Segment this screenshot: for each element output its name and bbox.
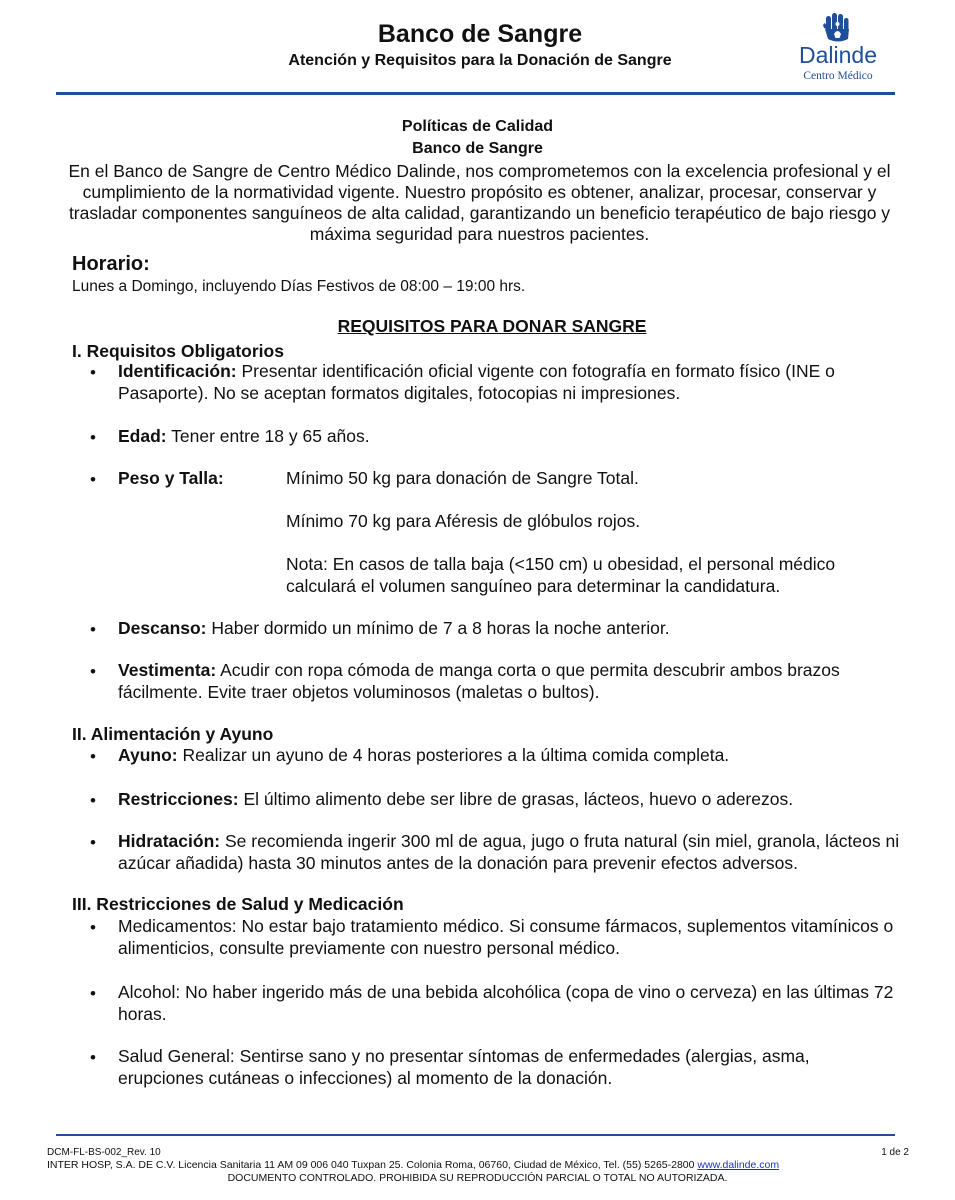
requirements-title: REQUISITOS PARA DONAR SANGRE	[337, 316, 647, 336]
document-subtitle: Atención y Requisitos para la Donación de Sangre	[288, 52, 672, 69]
logo-tagline: Centro Médico	[803, 70, 873, 82]
company-info	[47, 1159, 779, 1171]
section-heading-health: III. Restricciones de Salud y Medicación	[72, 894, 404, 914]
document-title: Banco de Sangre	[377, 20, 583, 48]
weight-requirement-whole-blood: Mínimo 50 kg para donación de Sangre Total.	[286, 468, 639, 488]
weight-note: Nota: En casos de talla baja (<150 cm) u obesidad, el personal médico calculará el volumen sanguíneo para determinar la candidatura.	[286, 554, 836, 596]
bullet: •	[90, 791, 96, 810]
item-label: Identificación:	[118, 361, 237, 381]
weight-requirement-apheresis: Mínimo 70 kg para Aféresis de glóbulos rojos.	[286, 511, 641, 531]
controlled-document-notice: DOCUMENTO CONTROLADO. PROHIBIDA SU REPRODUCCIÓN PARCIAL O TOTAL NO AUTORIZADA.	[227, 1172, 728, 1184]
bullet: •	[90, 428, 96, 447]
document-code: DCM-FL-BS-002_Rev. 10	[47, 1147, 161, 1158]
list-item-alcohol: Alcohol: No haber ingerido más de una bebida alcohólica (copa de vino o cerveza) en las últimas 72 horas.	[118, 982, 894, 1024]
item-label: Descanso:	[118, 618, 207, 638]
website-link[interactable]: www.dalinde.com	[697, 1159, 780, 1171]
item-text: Acudir con ropa cómoda de manga corta o que permita descubrir ambos brazos fácilmente. Evite traer objetos voluminosos (maletas o bultos).	[118, 660, 840, 702]
list-item-fasting	[118, 745, 918, 767]
bullet: •	[90, 833, 96, 852]
policy-text: En el Banco de Sangre de Centro Médico Dalinde, nos comprometemos con la excelencia profesional y el cumplimiento de la normatividad vigente. Nuestro propósito es obtener, analizar, procesar, conservar y trasladar componentes sanguíneos de alta calidad, garantizando un beneficio terapéutico de bajo riesgo y máxima seguridad para nuestros pacientes.	[68, 161, 891, 244]
list-item-medication: Medicamentos: No estar bajo tratamiento médico. Si consume fármacos, suplementos vitamínicos o alimenticios, consulte previamente con nuestro personal médico.	[118, 916, 894, 958]
policy-subtitle: Banco de Sangre	[412, 140, 543, 157]
item-text: Tener entre 18 y 65 años.	[166, 426, 370, 446]
footer-divider	[56, 1134, 895, 1136]
item-text: El último alimento debe ser libre de grasas, lácteos, huevo o aderezos.	[238, 789, 794, 809]
list-item-general-health: Salud General: Sentirse sano y no presentar síntomas de enfermedades (alergias, asma, erupciones cutáneas o infecciones) al momento de la donación.	[118, 1046, 810, 1088]
item-label: Hidratación:	[118, 831, 221, 851]
bullet: •	[90, 984, 96, 1003]
list-item-restrictions	[118, 789, 918, 811]
dalinde-logo	[782, 10, 894, 90]
bullet: •	[90, 1048, 96, 1067]
section-heading-diet: II. Alimentación y Ayuno	[72, 724, 274, 744]
list-item-rest	[118, 618, 918, 640]
company-text: INTER HOSP, S.A. DE C.V. Licencia Sanitaria 11 AM 09 006 040 Tuxpan 25. Colonia Roma, 06760, Ciudad de México, Tel. (55) 5265-2800	[47, 1159, 698, 1171]
list-item-hydration	[118, 831, 903, 874]
hand-icon	[782, 10, 894, 44]
item-text: Se recomienda ingerir 300 ml de agua, jugo o fruta natural (sin miel, granola, lácteos ni azúcar añadida) hasta 30 minutos antes de la donación para prevenir efectos adversos.	[118, 831, 900, 873]
bullet: •	[90, 662, 96, 681]
item-label: Peso y Talla:	[118, 468, 224, 488]
item-label: Ayuno:	[118, 745, 178, 765]
bullet: •	[90, 918, 96, 937]
logo-wordmark: Dalinde	[799, 42, 877, 68]
page-number: 1 de 2	[881, 1147, 909, 1158]
schedule-heading: Horario:	[72, 253, 150, 275]
bullet: •	[90, 747, 96, 766]
policy-title: Políticas de Calidad	[401, 118, 554, 135]
list-item-identification	[118, 361, 918, 404]
bullet: •	[90, 620, 96, 639]
item-label: Edad:	[118, 426, 167, 446]
item-text: Haber dormido un mínimo de 7 a 8 horas la noche anterior.	[206, 618, 670, 638]
header-divider	[56, 92, 895, 95]
bullet: •	[90, 470, 96, 489]
item-label: Vestimenta:	[118, 660, 217, 680]
list-item-clothing	[118, 660, 898, 703]
section-heading-mandatory: I. Requisitos Obligatorios	[72, 341, 284, 361]
schedule-text: Lunes a Domingo, incluyendo Días Festivos de 08:00 – 19:00 hrs.	[72, 278, 526, 295]
item-text: Presentar identificación oficial vigente con fotografía en formato físico (INE o Pasaporte). No se aceptan formatos digitales, fotocopias ni impresiones.	[118, 361, 835, 403]
bullet: •	[90, 363, 96, 382]
item-text: Realizar un ayuno de 4 horas posteriores a la última comida completa.	[177, 745, 730, 765]
item-label: Restricciones:	[118, 789, 239, 809]
list-item-age	[118, 426, 918, 448]
